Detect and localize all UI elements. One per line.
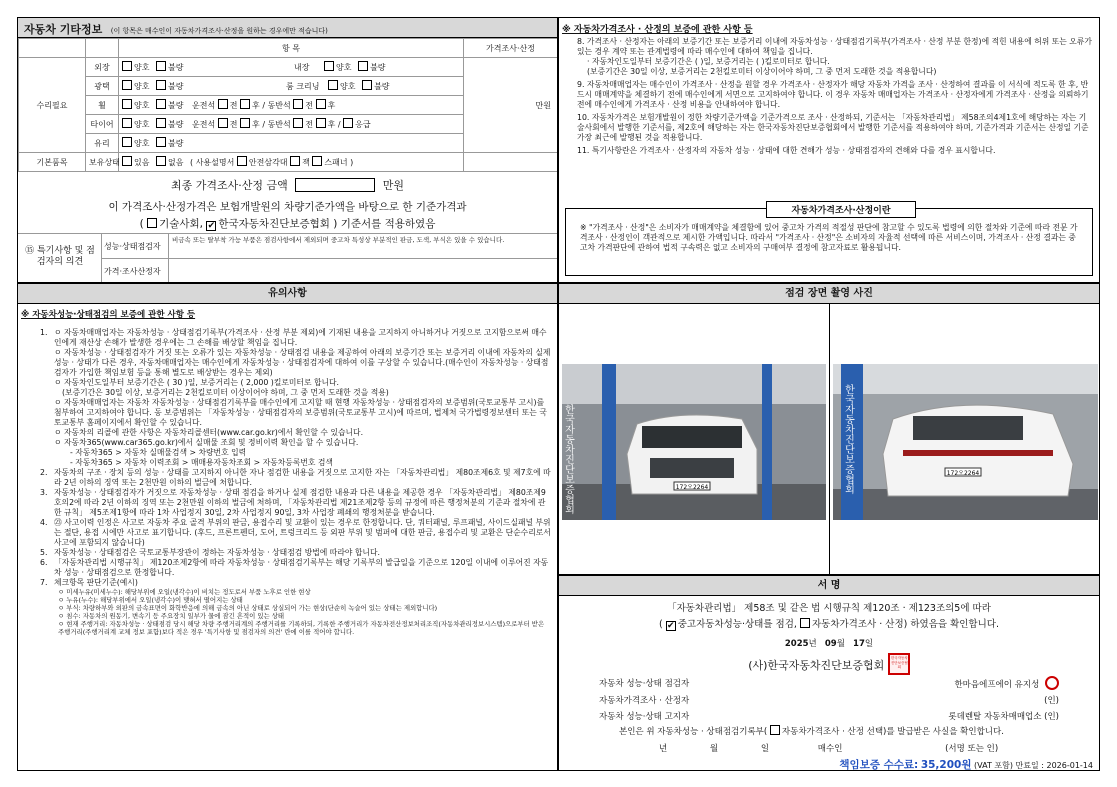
notice-num-4: 4. [40, 518, 48, 527]
basic-options [119, 153, 464, 172]
final-price-row [18, 177, 557, 193]
checkbox-wheel-pass-rear[interactable] [316, 99, 326, 109]
opt-rear: 후 [327, 120, 336, 129]
notice-p1-6: ㅇ 자동차365(www.car365.go.kr)에서 실매물 조회 및 정비이력 확인을 할 수 있습니다. [54, 438, 359, 447]
col-price-header: 가격조사·산정 [464, 39, 558, 58]
checkbox-exterior-bad[interactable] [156, 61, 166, 71]
date-day: 17 [853, 639, 865, 649]
inspection-photo-front [562, 364, 826, 520]
opt-bad: 불량 [168, 120, 184, 129]
confirm-b: 자동차가격조사 · 산정 선택)를 발급받은 사실을 확인합니다. [781, 727, 1004, 737]
opt-front: 전 [305, 120, 314, 129]
warranty-item-9: 9. 자동차매매업자는 매수인이 가격조사 · 산정을 원할 경우 가격조사 · 산정자가 해당 자동차 가격을 조사 · 산정하여 결과를 이 서식에 적도록 한 후, 반드시 매매계약을 체결하기 전에 매수인에게 서면으로 고지하여야 합니다. 이 경우 자동차 매매업자는 가격조사 · 산정자에게 가격조사 · 산정을 의뢰하기 전에 매수인에게 가격조사 · 산정 비용을 안내하여야 합니다. [577, 80, 1089, 109]
signer2-value: (인) [1044, 696, 1059, 706]
row-wheel-options: 양호 불량 운전석 전 후 / 동반석 전 후 [119, 96, 464, 115]
signer3-label: 자동차 성능·상태 고지자 [599, 712, 690, 722]
opt-rear: 후 [327, 101, 336, 110]
signer1-value: 한마음에프에이 유지성 [954, 680, 1040, 690]
buyer-day: 일 [760, 744, 770, 754]
price-survey-box [565, 208, 1093, 276]
row-wheel: 휠 [86, 96, 119, 115]
expiry-date: 만료일 : 2026-01-14 [1015, 761, 1093, 770]
month-unit: 월 [836, 639, 845, 649]
buyer-label: 매수인 [817, 744, 843, 754]
opt-bad: 불량 [168, 82, 184, 91]
notice-p1-0: ㅇ 자동차매매업자는 자동차성능 · 상태점검기록부(가격조사 · 산정 부분 제외)에 기재된 내용을 고지하지 아니하거나 거짓으로 고지함으로써 매수인에게 재산상 손해가 발생한 경우에는 그 손해를 배상할 책임을 집니다. [54, 328, 547, 347]
warranty-items [559, 37, 1099, 156]
price-survey-box-text: ※ "가격조사 · 산정"은 소비자가 매매계약을 체결함에 있어 중고차 가격의 적절성 판단에 참고할 수 있도록 법령에 의한 절차와 기준에 따라 전문 가격조사 · 산정인이 객관적으로 제시한 가액입니다. 따라서 "가격조사 · 산정"은 소비자의 자율적 선택에 따른 서비스이며, 가격조사 · 산정 결과는 중고차 가격판단에 관하여 법적 구속력은 없고 소비자의 구매여부 결정에 참고자료로 활용됩니다. [580, 223, 1078, 252]
opt-spanner: 스패너 ) [324, 158, 354, 167]
driver-seat-label: 운전석 [192, 101, 216, 110]
warranty-item-10: 10. 자동차가격은 보험개발원이 정한 차량기준가액을 기준가격으로 조사 · 산정하되, 기준서는 「자동차관리법」 제58조의4제1호에 해당하는 자는 기술사회에서 발행한 기준서를, 제2호에 해당하는 자는 한국자동차진단보증협회에서 발행한 기준서를 적용하여야 하며, 기준가격과 기준서는 산정일 기준 가장 최근에 발행된 것을 적용합니다. [577, 113, 1089, 142]
passenger-seat-label: 동반석 [267, 120, 291, 129]
opt-good: 양호 [134, 139, 150, 148]
notice-item-5: 자동차성능 · 상태점검은 국토교통부장관이 정하는 자동차성능 · 상태점검 방법에 따라야 합니다. [54, 548, 380, 557]
notice-title: 유의사항 [18, 284, 557, 304]
signer1-label: 자동차 성능·상태 점검자 [599, 679, 690, 689]
notice-item-3: 자동차성능 · 상태점검자가 거짓으로 자동차성능 · 상태 점검을 하거나 실제 점검한 내용과 다른 내용을 제공한 경우 「자동차관리법」 제80조제9호의2에 따라 2년 이하의 징역 또는 2천만원 이하의 벌금에 처하며, 「자동차관리법 제21조제2항 등의 규정에 따른 행정처분의 기준과 절차에 관한 규칙」 제5조제1항에 따라 1차 사업정지 30일, 2차 사업정지 90일, 3차 사업장 폐쇄의 행정처분을 받습니다. [54, 488, 546, 517]
notice-num-5: 5. [40, 548, 48, 557]
final-price-unit: 만원 [382, 179, 404, 192]
checkbox-tire-emergency[interactable] [343, 118, 353, 128]
row-exterior-options [119, 58, 464, 77]
row-exterior: 외장 [86, 58, 119, 77]
notice-item-6: 「자동차관리법 시행규칙」 제120조제2항에 따라 자동차성능 · 상태점검기록부는 해당 기록부의 발급일을 기준으로 120일 이내에 이루어진 자동차 성능 · 상태점검으로 한정합니다. [54, 558, 549, 577]
signer1-value-wrap [954, 676, 1059, 693]
photo-rear-graphic [833, 364, 1098, 520]
driver-seat-label: 운전석 [192, 120, 216, 129]
checkbox-price-survey[interactable] [800, 618, 810, 628]
inspection-photo-rear [833, 364, 1098, 520]
warranty-item-8-note: (보증기간은 30일 이상, 보증거리는 2천킬로미터 이상이어야 하며, 그 중 먼저 도래한 것을 적용합니다) [587, 67, 937, 76]
basis-opt2: 한국자동차진단보증협회 [218, 218, 330, 230]
checkbox-gloss-bad[interactable] [156, 80, 166, 90]
basis-tail: ) 기준서를 적용하였음 [333, 218, 436, 230]
vehicle-info-title: 자동차 기타정보 [24, 23, 103, 36]
checkbox-wheel-driver-rear[interactable] [240, 99, 250, 109]
day-unit: 일 [864, 639, 874, 649]
checkbox-tire-driver-rear[interactable] [240, 118, 250, 128]
checkbox-room-bad[interactable] [362, 80, 372, 90]
vehicle-info-header [18, 18, 557, 38]
buyer-month: 월 [709, 744, 719, 754]
photos-section [558, 283, 1100, 575]
buyer-sign[interactable]: (서명 또는 인) [945, 744, 999, 754]
notice-p1-5: ㅇ 자동차의 리콜에 관한 사항은 자동차리콜센터(www.car.go.kr)에서 확인할 수 있습니다. [54, 428, 364, 437]
checkbox-spanner[interactable] [312, 156, 322, 166]
warranty-title: ※ 자동차가격조사 · 산정의 보증에 관한 사항 등 [562, 25, 753, 35]
confirm-line [619, 725, 1004, 737]
buyer-year: 년 [659, 744, 668, 754]
opt-front: 전 [229, 120, 238, 129]
law-line: 「자동차관리법」 제58조 및 같은 법 시행규칙 제120조 · 제123조의5에 따라 [667, 603, 991, 614]
date-month: 09 [824, 639, 837, 649]
notice-p1-4: ㅇ 자동차매매업자는 자동차 자동차성능 · 상태점검기록부를 매수인에게 고지할 때 현행 자동차성능 · 상태점검자의 보증범위(국토교통부 고시)를 첨부하여 고지하여야 합니다. 동 보증범위는 「자동차성능 · 상태점검자의 보증범위(국토교통부 고시)에 따르며, 법제처 국가법령정보센터 또는 국토교통부 홈페이지에서 확인할 수 있습니다. [54, 398, 547, 427]
opt-none: 없음 [168, 158, 184, 167]
checkbox-triangle[interactable] [237, 156, 247, 166]
opt-rear: 후 [252, 101, 260, 110]
opt-good: 양호 [336, 63, 352, 72]
checkbox-none[interactable] [156, 156, 166, 166]
checkbox-wheel-bad[interactable] [156, 99, 166, 109]
signature-section [558, 575, 1100, 771]
row-room-clean: 룸 크리닝 [286, 82, 320, 91]
date-year: 2025 [784, 639, 809, 649]
banner-vertical-1: 한국자동차진단보증협회 [562, 404, 574, 514]
row-glass: 유리 [86, 134, 119, 153]
buyer-line [659, 742, 1059, 754]
vehicle-info-subtitle: (이 항목은 매수인이 자동차가격조사·산정을 원하는 경우에만 적습니다) [110, 27, 328, 35]
notice-section [17, 283, 558, 771]
checkbox-wheel-good[interactable] [122, 99, 132, 109]
notice-num-1: 1. [40, 328, 48, 337]
signer1-seal [1045, 676, 1059, 690]
checkbox-kavda-checked[interactable]: ✔ [207, 221, 216, 231]
photos-title: 점검 장면 촬영 사진 [559, 284, 1099, 304]
fee-line [839, 757, 1093, 771]
notice-num-6: 6. [40, 558, 48, 567]
basis-open: ( [139, 218, 144, 230]
checkbox-tire-good[interactable] [122, 118, 132, 128]
basic-label: 기본품목 [19, 153, 86, 172]
year-unit: 년 [808, 639, 817, 649]
org-seal [888, 653, 910, 675]
row-gloss-options [119, 77, 464, 96]
col-item-header: 항 목 [119, 39, 464, 58]
banner-vertical-2: 한국자동차진단보증협회 [842, 384, 854, 494]
fee-value: 35,200원 [920, 759, 972, 771]
check-b: 자동차가격조사 · 산정) 하였음을 확인합니다. [811, 619, 999, 630]
warranty-section [558, 17, 1100, 283]
checkbox-tire-pass-front[interactable] [293, 118, 303, 128]
check-a: 중고자동차성능·상태를 점검, [677, 619, 797, 630]
notice-num-7: 7. [40, 578, 48, 587]
checkbox-tire-pass-rear[interactable] [316, 118, 326, 128]
row-tire: 타이어 [86, 115, 119, 134]
checkbox-perf-checked[interactable]: ✔ [666, 621, 675, 631]
row-gloss: 광택 [86, 77, 119, 96]
notice-item-7: 체크항목 판단기준(예시) [54, 578, 138, 587]
confirm-a: 본인은 위 자동차성능 · 상태점검기록부( [619, 727, 768, 737]
vehicle-info-table [18, 38, 558, 172]
keep-status-label: 보유상태 [86, 153, 119, 172]
warranty-item-8-period: · 자동차인도일부터 보증기간은 ( )일, 보증거리는 ( )킬로미터로 합니다. [587, 57, 830, 66]
opt-manual: ( 사용설명서 [190, 158, 235, 167]
criteria-0: ㅇ 미세누유(미세누수): 해당부위에 오일(냉각수)이 비치는 정도로서 부품 노후로 인한 현상 [58, 588, 311, 596]
checkbox-jack[interactable] [290, 156, 300, 166]
opt-bad: 불량 [370, 63, 386, 72]
basis-line1: 이 가격조사·산정가격은 보험개발원의 차량기준가액을 바탕으로 한 기준가격과 [108, 201, 467, 213]
plate-front: 172오2264 [675, 484, 709, 491]
notice-p1-8: - 자동차365 > 자동차 이력조회 > 매매용자동차조회 > 자동차등록번호 검색 [70, 458, 333, 467]
passenger-seat-label: 동반석 [267, 101, 291, 110]
price-unit: 만원 [464, 58, 558, 153]
check-open: ( [659, 619, 663, 630]
checkbox-wheel-driver-front[interactable] [218, 99, 228, 109]
special-notes [18, 233, 557, 283]
opt-rear: 후 [252, 120, 260, 129]
vehicle-info-section [17, 17, 558, 283]
checkbox-tire-bad[interactable] [156, 118, 166, 128]
signers [599, 676, 1059, 725]
special-label: ⑮ 특기사항 및 점검자의 의견 [25, 246, 95, 267]
warranty-item-11: 11. 특기사항란은 가격조사 · 산정자의 자동차 성능 · 상태에 대한 견해가 성능 · 상태점검자의 견해와 다를 경우 표시합니다. [577, 146, 996, 155]
notice-p1-3: (보증기간은 30일 이상, 보증거리는 2천킬로미터 이상이어야 하며, 그 중 먼저 도래한 것을 적용) [62, 388, 389, 397]
notice-num-3: 3. [40, 488, 48, 497]
opt-bad: 불량 [374, 82, 390, 91]
perf-label: 성능·상태점검자 [104, 242, 161, 251]
checkbox-interior-bad[interactable] [358, 61, 368, 71]
row-tire-options: 양호 불량 운전석 전 후 / 동반석 전 후 / 응급 [119, 115, 464, 134]
org-name: (사)한국자동차진단보증협회 [748, 659, 885, 672]
notice-num-2: 2. [40, 468, 48, 477]
photo-front-graphic [562, 364, 826, 520]
opt-good: 양호 [340, 82, 356, 91]
checkbox-exterior-good[interactable] [122, 61, 132, 71]
row-glass-options [119, 134, 464, 153]
checkbox-confirm-price[interactable] [770, 725, 780, 735]
criteria-4: ㅇ 현재 주행거리: 자동차성능 · 상태점검 당시 해당 차량 주행거리계의 주행거리를 기록하되, 기록한 주행거리가 자동차전산정보처리조직(자동차관리정보시스템)으로부터 받은 주행거리(주행거리계 교체 정보 포함)보다 적은 경우 '특기사항 및 점검자의 의견' 란에 이를 적어야 합니다. [58, 620, 545, 636]
opt-bad: 불량 [168, 63, 184, 72]
repair-label: 수리필요 [19, 58, 86, 153]
price-survey-box-title: 자동차가격조사·산정이란 [766, 201, 916, 218]
opt-jack: 잭 [302, 158, 310, 167]
signer2-label: 자동차가격조사 · 산정자 [599, 696, 690, 706]
criteria-list [40, 588, 551, 636]
fee-label: 책임보증 수수료: [839, 759, 919, 771]
checkbox-gloss-good[interactable] [122, 80, 132, 90]
fee-vat: (VAT 포함) [974, 761, 1013, 770]
basis-line2 [18, 216, 557, 231]
row-interior: 내장 [294, 63, 310, 72]
notice-p1-2: ㅇ 자동차인도일부터 보증기간은 ( 30 )일, 보증거리는 ( 2,000 )킬로미터로 합니다. [54, 378, 340, 387]
signature-title: 서 명 [559, 576, 1099, 596]
perf-text: 비금속 또는 탈부착 가능 부품은 점검사항에서 제외되며 중고차 특성상 부분적인 판금, 도색, 부식은 있을 수 있습니다. [172, 236, 505, 244]
opt-good: 양호 [134, 63, 150, 72]
opt-front: 전 [229, 101, 238, 110]
notice-sub: ※ 자동차성능·상태점검의 보증에 관한 사항 등 [21, 310, 196, 320]
check-line [559, 616, 1099, 631]
plate-rear: 172오2264 [946, 470, 980, 477]
criteria-3: ㅇ 침수: 자동차의 원동기, 변속기 등 주요장치 일부가 물에 잠긴 흔적이 있는 상태 [58, 612, 285, 620]
signer3-value: 롯데렌탈 자동차매매업소 (인) [948, 712, 1059, 722]
seal-text: 한국자동차진단보증협회 [890, 656, 908, 669]
final-price-input[interactable] [295, 178, 375, 192]
checkbox-tire-driver-front[interactable] [218, 118, 228, 128]
checkbox-has[interactable] [122, 156, 132, 166]
notice-p1-7: - 자동차365 > 자동차 실매물검색 > 차량번호 입력 [70, 448, 247, 457]
opt-emergency: 응급 [355, 120, 371, 129]
basis-opt1: 기술사회, [159, 218, 204, 230]
opt-has: 있음 [134, 158, 150, 167]
opt-front: 전 [305, 101, 314, 110]
criteria-1: ㅇ 누유(누수): 해당부위에서 오일(냉각수)이 맺혀서 떨어지는 상태 [58, 596, 243, 604]
opt-bad: 불량 [168, 139, 184, 148]
org-line [559, 653, 1099, 675]
opt-triangle: 안전삼각대 [248, 158, 288, 167]
checkbox-wheel-pass-front[interactable] [293, 99, 303, 109]
warranty-item-8: 8. 가격조사 · 산정자는 아래의 보증기간 또는 보증거리 이내에 자동차성능 · 상태점검기록부(가격조사 · 산정 부분 한정)에 적힌 내용에 허위 또는 오류가 있는 경우 계약 또는 관계법령에 따라 매수인에 대하여 책임을 집니다. [577, 37, 1092, 56]
opt-good: 양호 [134, 101, 150, 110]
final-price-label: 최종 가격조사·산정 금액 [170, 179, 288, 192]
notice-p1-1: ㅇ 자동차성능 · 상태점검자가 거짓 또는 오류가 있는 자동차성능 · 상태점검 내용을 제공하여 아래의 보증기간 또는 보증거리 이내에 자동차의 실제 성능 · 상태가 다른 경우, 자동차매매업자는 매수인에게 자동차성능 · 상태점검자에 대하여 이를 구상할 수 있습니다.(매수인이 자동차성능 · 상태점검자가 가입한 책임보험 등을 통해 별도로 배상받는 경우는 제외) [54, 348, 551, 377]
checkbox-glass-good[interactable] [122, 137, 132, 147]
notice-body [18, 328, 557, 636]
checkbox-interior-good[interactable] [324, 61, 334, 71]
checkbox-room-good[interactable] [328, 80, 338, 90]
opt-good: 양호 [134, 82, 150, 91]
price-inspector-label: 가격·조사산정자 [104, 267, 161, 276]
checkbox-glass-bad[interactable] [156, 137, 166, 147]
checkbox-tech-society[interactable] [147, 218, 157, 228]
notice-item-4: ㉓ 사고이력 인정은 사고로 자동차 주요 골격 부위의 판금, 용접수리 및 교환이 있는 경우로 한정합니다. 단, 쿼터패널, 루프패널, 사이드실패널 부위는 절단, 용접 시에만 사고로 표기합니다. (후드, 프론트펜더, 도어, 트렁크리드 등 외판 부위 및 범퍼에 대한 판금, 용접수리 및 교환은 단순수리로서 사고에 포함되지 않습니다) [54, 518, 551, 547]
criteria-2: ㅇ 부식: 차량하부와 외판의 금속표면이 화학반응에 의해 금속의 아닌 상태로 상실되어 가는 현상(단순히 녹슬어 있는 상태는 제외합니다) [58, 604, 438, 612]
opt-bad: 불량 [168, 101, 184, 110]
date-line [559, 637, 1099, 649]
notice-item-2: 자동차의 구조 · 장치 등의 성능 · 상태를 고지하지 아니한 자나 점검한 내용을 거짓으로 고지한 자는 「자동차관리법」 제80조제6호 및 제7호에 따라 2년 이하의 징역 또는 2천만원 이하의 벌금에 처합니다. [54, 468, 551, 487]
opt-good: 양호 [134, 120, 150, 129]
